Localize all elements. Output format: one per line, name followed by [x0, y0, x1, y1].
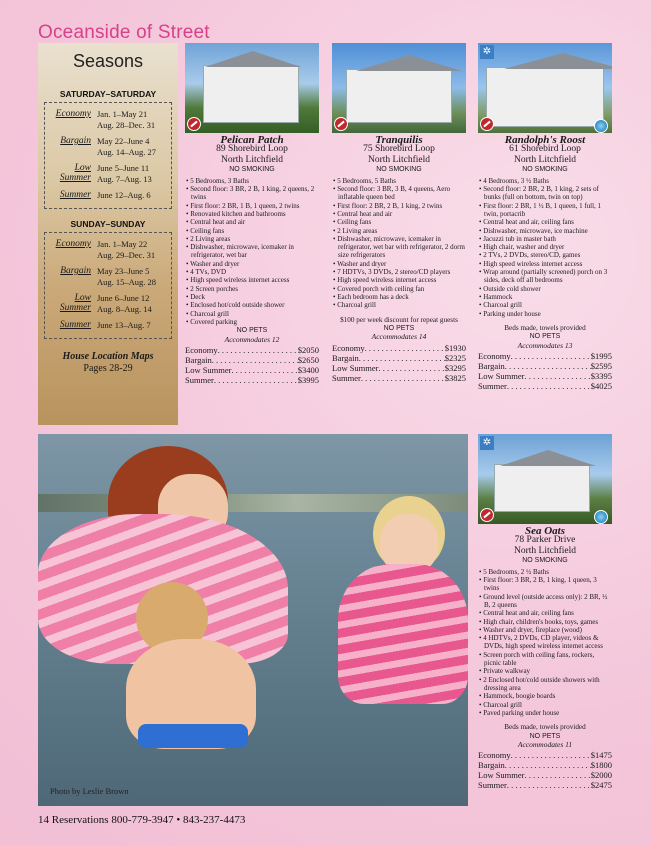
season-label: Bargain [60, 266, 91, 276]
property-accommodates: Accommodates 13 [517, 340, 573, 350]
rate-row [185, 345, 319, 355]
rate-label: Economy [478, 750, 511, 761]
property-randolphs-roost [478, 43, 612, 391]
property-note: $100 per week discount for repeat guests [340, 315, 458, 324]
feature-item: • Each bedroom has a deck [332, 293, 466, 301]
property-note: Beds made, towels provided [504, 323, 586, 332]
rate-amount: $3995 [297, 374, 319, 385]
feature-item: • First floor: 3 BR, 2 B, 1 king, 1 queen, 3 twins [478, 576, 612, 593]
feature-item: • Ceiling fans [332, 218, 466, 226]
property-address: 89 Shorebird Loop [216, 144, 288, 155]
rates-table [478, 750, 612, 790]
property-pets-policy: NO PETS [236, 327, 268, 335]
feature-item: • 7 HDTVs, 3 DVDs, 2 stereo/CD players [332, 268, 466, 276]
feature-item: • Charcoal grill [478, 701, 612, 709]
photo-figure-child-shirt [338, 564, 468, 704]
no-smoking-icon [187, 117, 201, 131]
rate-amount: $2050 [297, 344, 319, 355]
rate-row [478, 371, 612, 381]
rate-label: Low Summer [185, 364, 232, 375]
house-roof [500, 450, 596, 466]
feature-item: • Deck [185, 293, 319, 301]
rates-table [478, 351, 612, 391]
season-label: Summer [59, 190, 91, 200]
property-photo [478, 434, 612, 524]
property-address: 75 Shorebird Loop [363, 144, 435, 155]
feature-item: • Dishwasher, microwave, icemaker in refrigerator, wet bar [185, 243, 319, 260]
season-date: June 13–Aug. 7 [97, 320, 151, 330]
feature-item: • Screen porch with ceiling fans, rockers, picnic table [478, 651, 612, 668]
property-name: Tranquilis [375, 134, 423, 146]
no-smoking-icon [480, 117, 494, 131]
rate-label: Summer [478, 780, 507, 791]
house-illustration [346, 69, 452, 123]
rate-leader-dots [505, 760, 591, 770]
seasons-title: Seasons [72, 51, 144, 71]
photo-figure-toddler-swimsuit [138, 724, 248, 748]
season-date: Aug. 7–Aug. 13 [97, 174, 152, 184]
property-address: 78 Parker Drive [514, 535, 576, 546]
feature-item: • 4 Bedrooms, 3 ½ Baths [478, 177, 612, 185]
season-date: May 23–June 5 [97, 266, 150, 276]
season-label [49, 163, 97, 183]
feature-item: • High chair, children's books, toys, games [478, 618, 612, 626]
rate-amount: $3825 [444, 372, 466, 383]
property-smoking-policy: NO SMOKING [522, 557, 568, 565]
season-date: June 5–June 11 [97, 163, 150, 173]
property-accommodates: Accommodates 11 [517, 739, 573, 749]
season-label-line: Low [74, 293, 91, 303]
rate-leader-dots [505, 361, 591, 371]
feature-item: • High speed wireless internet access [332, 276, 466, 284]
property-sea-oats [478, 434, 612, 790]
rate-row [478, 750, 612, 760]
feature-list [478, 568, 612, 717]
house-illustration [203, 65, 299, 123]
feature-list [185, 177, 319, 326]
feature-item: • Jacuzzi tub in master bath [478, 235, 612, 243]
sunday-season-box [44, 232, 172, 339]
feature-item: • Private walkway [478, 667, 612, 675]
season-row [49, 320, 167, 331]
property-name: Sea Oats [524, 525, 566, 537]
house-illustration [494, 464, 590, 512]
maps-title: House Location Maps [62, 351, 154, 362]
rate-leader-dots [359, 353, 445, 363]
property-photo [332, 43, 466, 133]
season-label [49, 293, 97, 313]
property-name: Randolph's Roost [504, 134, 586, 146]
season-dates [97, 136, 156, 158]
season-label-line: Low [74, 163, 91, 173]
season-dates [97, 320, 151, 331]
property-area: North Litchfield [514, 154, 576, 165]
rate-label: Bargain [185, 354, 212, 365]
feature-item: • Second floor: 3 BR, 2 B, 1 king, 2 queens, 2 twins [185, 185, 319, 202]
rate-row [478, 361, 612, 371]
rate-row [185, 365, 319, 375]
page-title: Oceanside of Street [38, 22, 210, 43]
rate-leader-dots [361, 373, 445, 383]
season-date: May 22–June 4 [97, 136, 150, 146]
property-smoking-policy: NO SMOKING [229, 166, 275, 174]
no-smoking-icon [480, 508, 494, 522]
season-row [49, 136, 167, 158]
rate-row [332, 343, 466, 353]
feature-item: • 5 Bedrooms, 3 Baths [185, 177, 319, 185]
rate-amount: $2325 [444, 352, 466, 363]
rate-leader-dots [232, 365, 298, 375]
season-date: June 6–June 12 [97, 293, 150, 303]
award-ribbon-icon [594, 119, 608, 133]
season-dates [97, 190, 151, 201]
rate-leader-dots [525, 371, 591, 381]
rate-label: Low Summer [478, 770, 525, 781]
rate-row [332, 373, 466, 383]
rate-amount: $1475 [590, 750, 612, 761]
rate-row [185, 355, 319, 365]
season-date: Aug. 28–Dec. 31 [97, 120, 156, 130]
house-roof [356, 55, 462, 71]
season-dates [97, 266, 156, 288]
season-date: Aug. 14–Aug. 27 [97, 147, 157, 157]
sunday-heading: SUNDAY–SUNDAY [70, 219, 146, 229]
seasons-sidebar [38, 43, 178, 425]
rate-leader-dots [214, 375, 298, 385]
season-dates [97, 109, 155, 131]
season-row [49, 293, 167, 315]
property-smoking-policy: NO SMOKING [522, 166, 568, 174]
season-date: Aug. 29–Dec. 31 [97, 250, 156, 260]
feature-item: • 5 Bedrooms, 2 ½ Baths [478, 568, 612, 576]
feature-item: • 5 Bedrooms, 5 Baths [332, 177, 466, 185]
rate-leader-dots [218, 345, 298, 355]
rate-row [332, 363, 466, 373]
feature-item: • Second floor: 3 BR, 3 B, 4 queens, Aero inflatable queen bed [332, 185, 466, 202]
property-area: North Litchfield [221, 154, 283, 165]
feature-item: • Charcoal grill [332, 301, 466, 309]
feature-item: • Central heat and air [185, 218, 319, 226]
season-row [49, 239, 167, 261]
rate-amount: $1930 [444, 342, 466, 353]
property-accommodates: Accommodates 12 [224, 334, 280, 344]
house-roof [205, 51, 301, 67]
feature-item: • High speed wireless internet access [478, 260, 612, 268]
feature-item: • Central heat and air, ceiling fans [478, 609, 612, 617]
feature-item: • First floor: 2 BR, 1 B, 1 queen, 2 twins [185, 202, 319, 210]
feature-item: • 2 Living areas [332, 227, 466, 235]
season-label-line: Summer [59, 303, 91, 313]
property-smoking-policy: NO SMOKING [376, 166, 422, 174]
feature-item: • 4 TVs, DVD [185, 268, 319, 276]
feature-item: • Washer and dryer, fireplace (wood) [478, 626, 612, 634]
season-row [49, 163, 167, 185]
feature-item: • Covered parking [185, 318, 319, 326]
rate-amount: $2595 [590, 361, 612, 372]
feature-item: • Central heat and air [332, 210, 466, 218]
season-dates [97, 163, 152, 185]
rate-leader-dots [507, 780, 591, 790]
rate-leader-dots [511, 750, 591, 760]
rate-row [478, 760, 612, 770]
saturday-heading: SATURDAY–SATURDAY [59, 89, 157, 99]
no-smoking-icon [334, 117, 348, 131]
property-pelican-patch [185, 43, 319, 385]
beach-photo [38, 434, 468, 806]
rate-leader-dots [511, 351, 591, 361]
rate-label: Economy [332, 342, 365, 353]
rate-leader-dots [365, 343, 445, 353]
feature-item: • Enclosed hot/cold outside shower [185, 301, 319, 309]
rate-row [478, 381, 612, 391]
maps-pages: Pages 28-29 [83, 363, 133, 374]
season-date: Aug. 8–Aug. 14 [97, 304, 152, 314]
feature-item: • 2 TVs, 2 DVDs, stereo/CD, games [478, 251, 612, 259]
rate-label: Low Summer [478, 371, 525, 382]
house-location-maps [38, 351, 178, 375]
rate-amount: $2000 [590, 770, 612, 781]
rate-row [478, 770, 612, 780]
feature-item: • Parking under house [478, 310, 612, 318]
feature-item: • Dishwasher, microwave, ice machine [478, 227, 612, 235]
rate-label: Low Summer [332, 362, 379, 373]
property-name: Pelican Patch [220, 134, 284, 146]
feature-item: • 2 Living areas [185, 235, 319, 243]
season-row [49, 266, 167, 288]
feature-item: • Central heat and air, ceiling fans [478, 218, 612, 226]
footer-reservations: 14 Reservations 800-779-3947 • 843-237-4473 [38, 814, 246, 826]
property-tranquilis [332, 43, 466, 383]
rates-table [185, 345, 319, 385]
feature-item: • 2 Screen porches [185, 285, 319, 293]
season-dates [97, 239, 155, 261]
snowflake-icon: ✲ [480, 45, 494, 59]
rate-amount: $1800 [590, 760, 612, 771]
property-accommodates: Accommodates 14 [371, 332, 427, 342]
season-label: Summer [59, 320, 91, 330]
season-label: Economy [55, 109, 91, 119]
feature-item: • Paved parking under house [478, 709, 612, 717]
property-photo [478, 43, 612, 133]
feature-item: • Hammock, boogie boards [478, 692, 612, 700]
rate-row [332, 353, 466, 363]
feature-item: • Charcoal grill [478, 301, 612, 309]
property-area: North Litchfield [368, 154, 430, 165]
rate-label: Economy [185, 344, 218, 355]
property-pets-policy: NO PETS [529, 333, 561, 341]
season-date: June 12–Aug. 6 [97, 190, 151, 200]
feature-list [478, 177, 612, 318]
rate-row [185, 375, 319, 385]
property-pets-policy: NO PETS [529, 732, 561, 740]
rate-leader-dots [379, 363, 445, 373]
season-label-line: Summer [59, 173, 91, 183]
award-ribbon-icon [594, 510, 608, 524]
rate-label: Economy [478, 351, 511, 362]
rate-label: Bargain [478, 361, 505, 372]
rate-row [478, 351, 612, 361]
feature-item: • Ceiling fans [185, 227, 319, 235]
feature-item: • High chair, washer and dryer [478, 243, 612, 251]
feature-item: • Washer and dryer [332, 260, 466, 268]
feature-item: • Hammock [478, 293, 612, 301]
snowflake-icon: ✲ [480, 436, 494, 450]
rate-label: Bargain [332, 352, 359, 363]
property-area: North Litchfield [514, 545, 576, 556]
rate-leader-dots [507, 381, 591, 391]
property-note: Beds made, towels provided [504, 723, 586, 732]
feature-item: • Renovated kitchen and bathrooms [185, 210, 319, 218]
feature-item: • High speed wireless internet access [185, 276, 319, 284]
rate-label: Summer [332, 372, 361, 383]
season-label: Economy [55, 239, 91, 249]
feature-list [332, 177, 466, 310]
rate-amount: $3295 [444, 362, 466, 373]
saturday-season-box [44, 102, 172, 209]
season-dates [97, 293, 152, 315]
feature-item: • Washer and dryer [185, 260, 319, 268]
rate-leader-dots [525, 770, 591, 780]
feature-item: • Wrap around (partially screened) porch on 3 sides, deck off all bedrooms [478, 268, 612, 285]
feature-item: • Dishwasher, microwave, icemaker in refrigerator, wet bar with refrigerator, 2 dorm size refrigerators [332, 235, 466, 260]
rate-row [478, 780, 612, 790]
season-row [49, 109, 167, 131]
rate-amount: $2650 [297, 354, 319, 365]
feature-item: • Outside cold shower [478, 285, 612, 293]
season-date: Aug. 15–Aug. 28 [97, 277, 157, 287]
season-date: Jan. 1–May 21 [97, 109, 148, 119]
rate-label: Bargain [478, 760, 505, 771]
rate-amount: $3400 [297, 364, 319, 375]
feature-item: • 2 Enclosed hot/cold outside showers with dressing area [478, 676, 612, 693]
feature-item: • Charcoal grill [185, 310, 319, 318]
rate-amount: $4025 [590, 381, 612, 392]
rate-label: Summer [478, 381, 507, 392]
feature-item: • First floor: 2 BR, 1 ½ B, 1 queen, 1 full, 1 twin, portacrib [478, 202, 612, 219]
rate-label: Summer [185, 374, 214, 385]
rates-table [332, 343, 466, 383]
rate-amount: $1995 [590, 351, 612, 362]
season-row [49, 190, 167, 201]
feature-item: • Ground level (outside access only): 2 BR, ½ B, 2 queens [478, 593, 612, 610]
feature-item: • First floor: 2 BR, 2 B, 1 king, 2 twins [332, 202, 466, 210]
season-label: Bargain [60, 136, 91, 146]
house-roof [504, 53, 612, 69]
house-illustration [486, 67, 604, 127]
rate-amount: $3395 [590, 371, 612, 382]
property-photo [185, 43, 319, 133]
property-pets-policy: NO PETS [383, 324, 415, 332]
feature-item: • 4 HDTVs, 2 DVDs, CD player, videos & DVDs, high speed wireless internet access [478, 634, 612, 651]
property-address: 61 Shorebird Loop [509, 144, 581, 155]
feature-item: • Second floor: 2 BR, 2 B, 1 king, 2 sets of bunks (full on bottom, twin on top) [478, 185, 612, 202]
rate-leader-dots [212, 355, 298, 365]
feature-item: • Covered porch with ceiling fan [332, 285, 466, 293]
rate-amount: $2475 [590, 780, 612, 791]
photo-credit: Photo by Leslie Brown [50, 786, 129, 796]
season-date: Jan. 1–May 22 [97, 239, 148, 249]
